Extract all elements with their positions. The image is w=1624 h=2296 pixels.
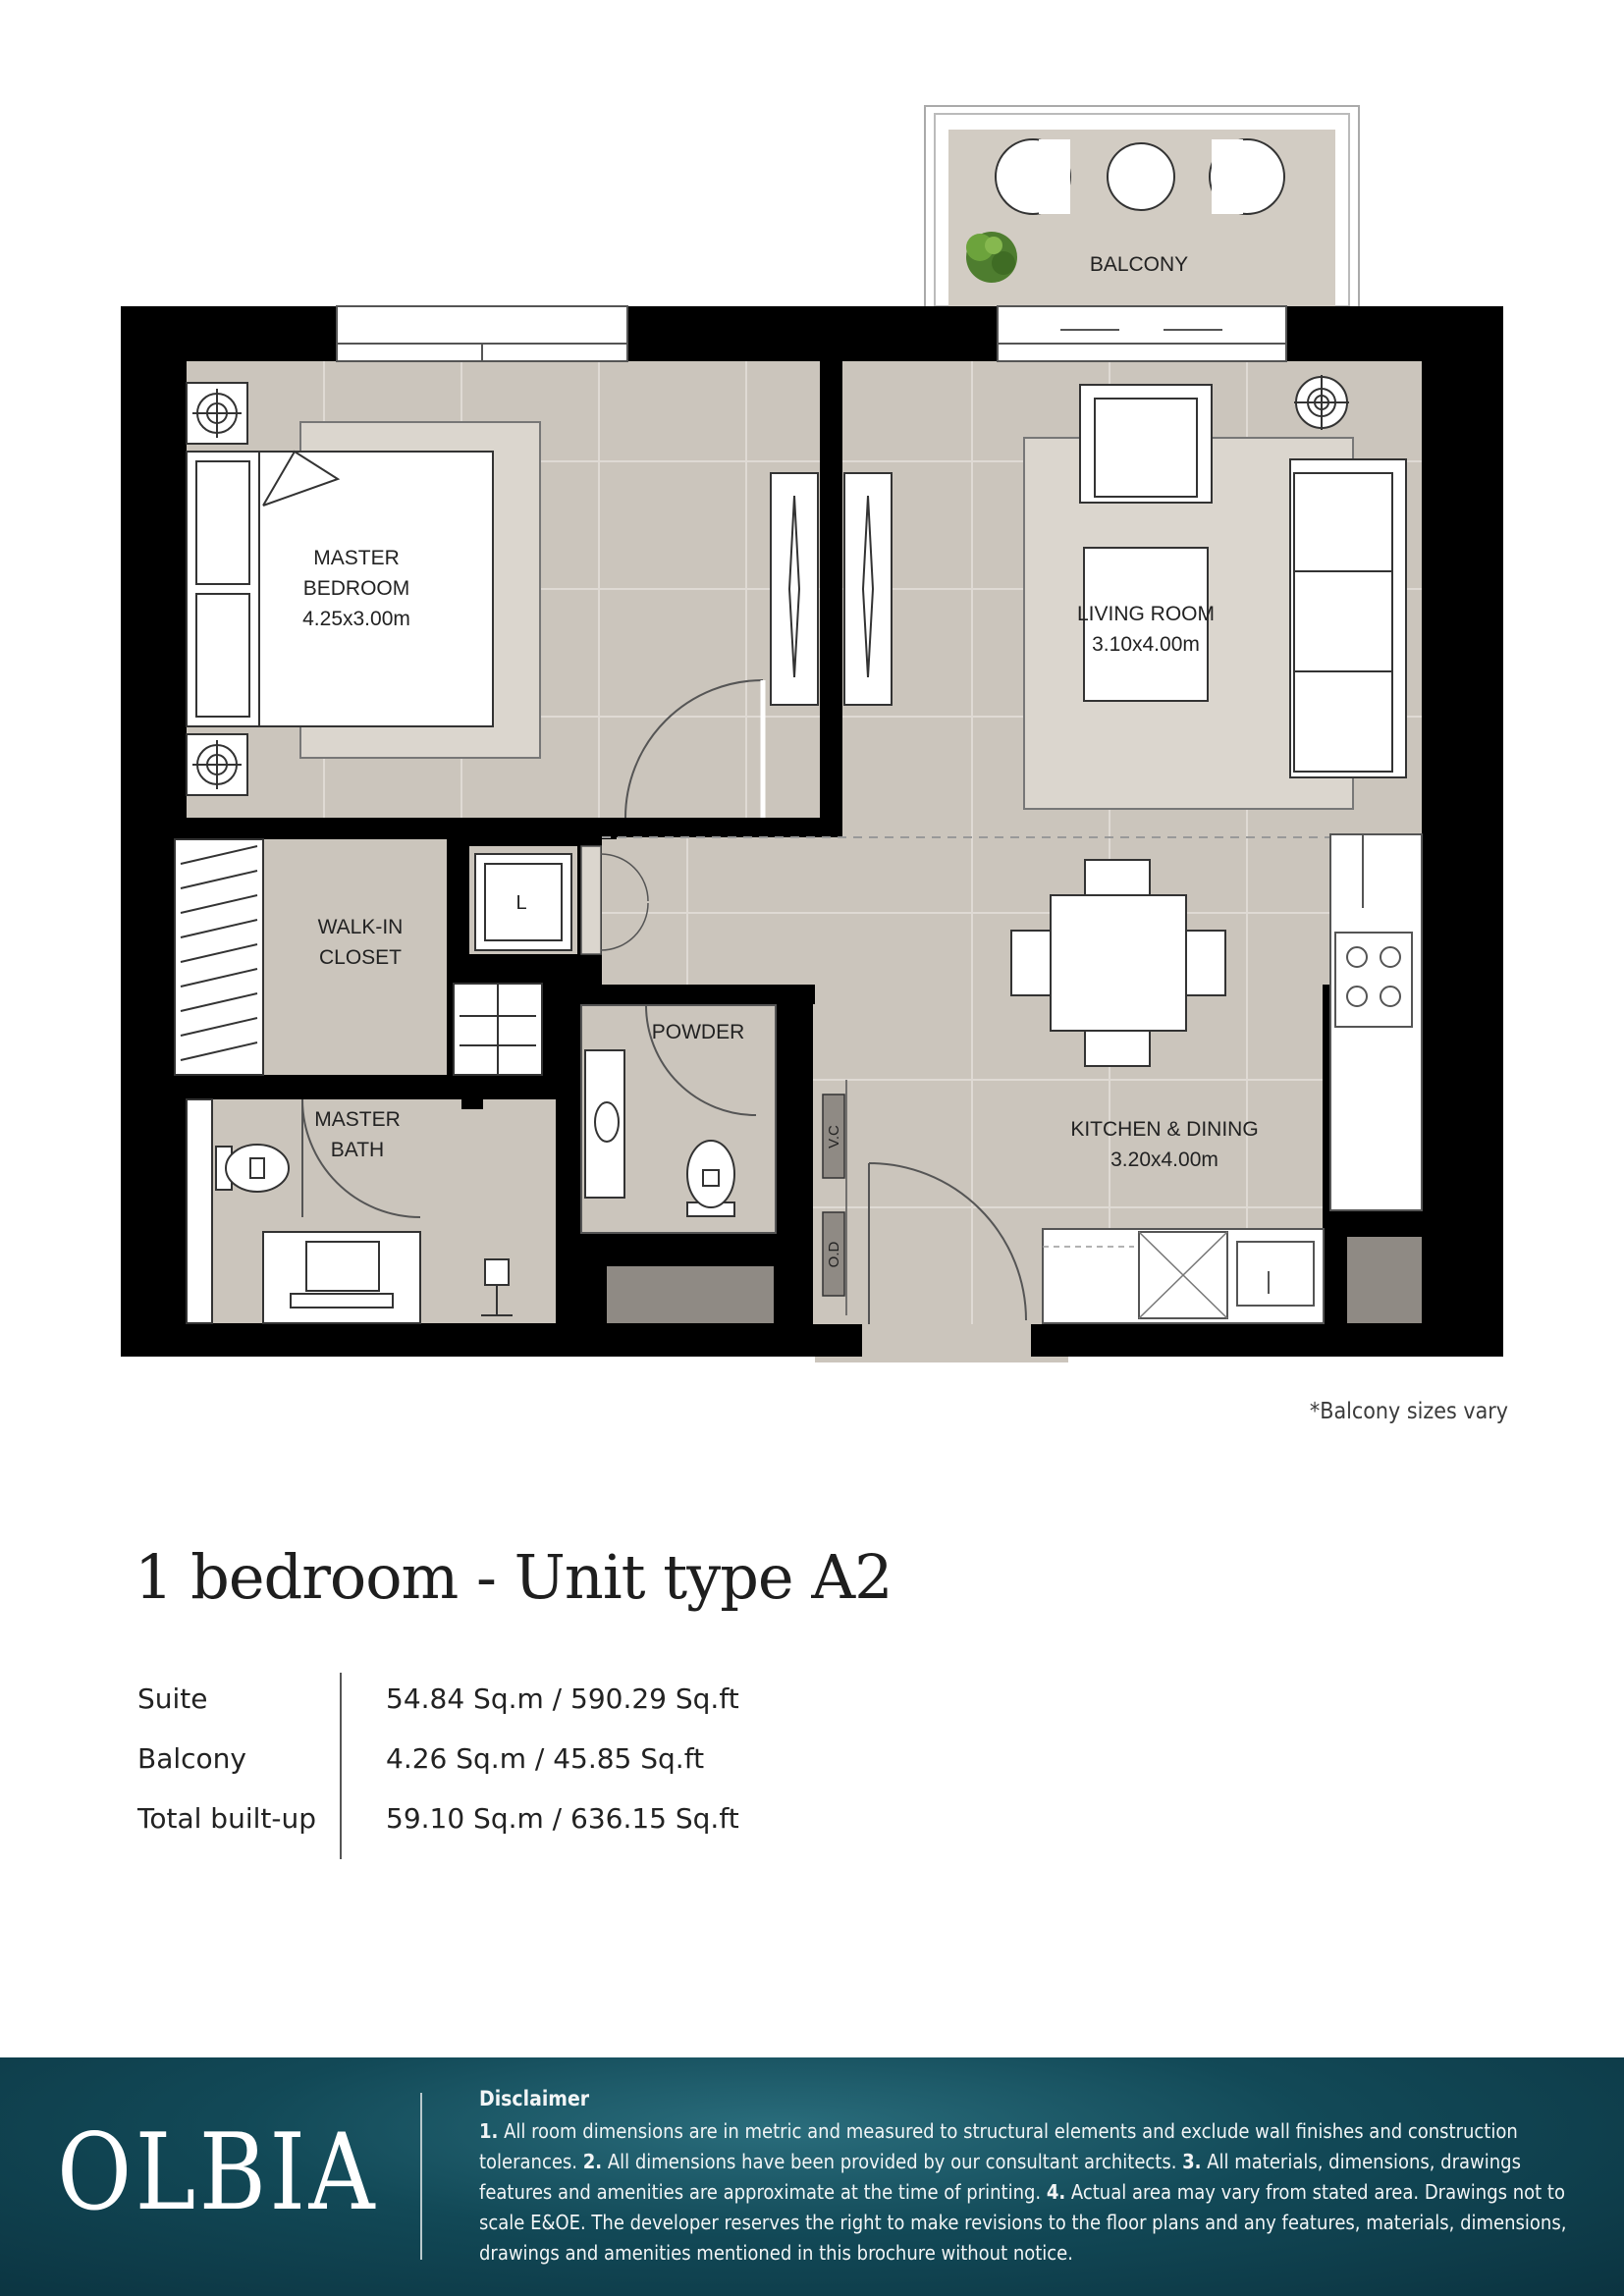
balcony-chair-left (996, 139, 1070, 214)
footer-divider (420, 2093, 422, 2260)
kitchen-dining-label: KITCHEN & DINING (1070, 1118, 1259, 1141)
vc-label: V.C (826, 1125, 842, 1148)
area-label: Total built-up (137, 1802, 316, 1835)
od-label: O.D (826, 1241, 842, 1268)
area-label: Suite (137, 1682, 208, 1715)
living-room-label: LIVING ROOM (1076, 603, 1216, 625)
unit-title: 1 bedroom - Unit type A2 (135, 1541, 893, 1613)
closet-shelving (175, 839, 263, 1075)
disclaimer-title: Disclaimer (479, 2087, 590, 2110)
shower-screen (187, 1099, 212, 1323)
master-bath-label: BATH (330, 1139, 385, 1161)
living-room-size: 3.10x4.00m (1092, 633, 1200, 656)
disclaimer-item: Actual area may vary from stated area. Drawings not to scale E&OE. The developer reserves the right to make revisions to the floor plans and any features, materials, dimensions, drawings and amenities mentioned in this brochure without notice. (479, 2180, 1567, 2265)
walk-in-closet-label: WALK-IN (317, 916, 404, 938)
lift-label: L (515, 892, 527, 914)
lamp-icon (187, 383, 247, 444)
disclaimer-item: All materials, dimensions, drawings features and amenities are approximate at the time of printing. (479, 2150, 1521, 2204)
disclaimer-num: 1. (479, 2119, 499, 2143)
area-value: 59.10 Sq.m / 636.15 Sq.ft (386, 1802, 739, 1835)
master-bedroom-label: MASTER (313, 547, 400, 569)
master-bath-label: MASTER (314, 1108, 401, 1131)
cooktop (1335, 933, 1412, 1027)
balcony-label: BALCONY (1089, 253, 1189, 276)
balcony-chair-right (1210, 139, 1284, 214)
disclaimer-num: 3. (1182, 2150, 1202, 2173)
master-bedroom-size: 4.25x3.00m (302, 608, 410, 630)
balcony-note: *Balcony sizes vary (1309, 1399, 1508, 1424)
area-value: 4.26 Sq.m / 45.85 Sq.ft (386, 1742, 705, 1775)
disclaimer-num: 2. (582, 2150, 603, 2173)
master-bedroom-label: BEDROOM (302, 577, 410, 600)
area-label: Balcony (137, 1742, 246, 1775)
balcony-table (1108, 143, 1174, 210)
plant-icon (966, 232, 1017, 283)
toilet-icon (687, 1141, 734, 1216)
disclaimer-item: All dimensions have been provided by our consultant architects. (607, 2150, 1177, 2173)
brand-logo: OLBIA (57, 2111, 379, 2234)
powder-label: POWDER (651, 1021, 745, 1043)
sink (1237, 1242, 1314, 1306)
disclaimer-item: All room dimensions are in metric and measured to structural elements and exclude wall finishes and construction tolerances. (479, 2119, 1518, 2173)
disclaimer (479, 2087, 1579, 2269)
kitchen-dining-size: 3.20x4.00m (1110, 1148, 1218, 1171)
lamp-icon (187, 734, 247, 795)
area-value: 54.84 Sq.m / 590.29 Sq.ft (386, 1682, 739, 1715)
walk-in-closet-label: CLOSET (318, 946, 403, 969)
area-row-total (135, 1802, 823, 1842)
area-row-suite (135, 1682, 823, 1722)
area-table (135, 1669, 823, 1861)
area-row-balcony (135, 1742, 823, 1782)
toilet-icon (216, 1145, 289, 1192)
dining-table (1051, 895, 1186, 1031)
disclaimer-num: 4. (1046, 2180, 1066, 2204)
disclaimer-text (479, 2116, 1579, 2269)
footer (0, 2057, 1624, 2296)
